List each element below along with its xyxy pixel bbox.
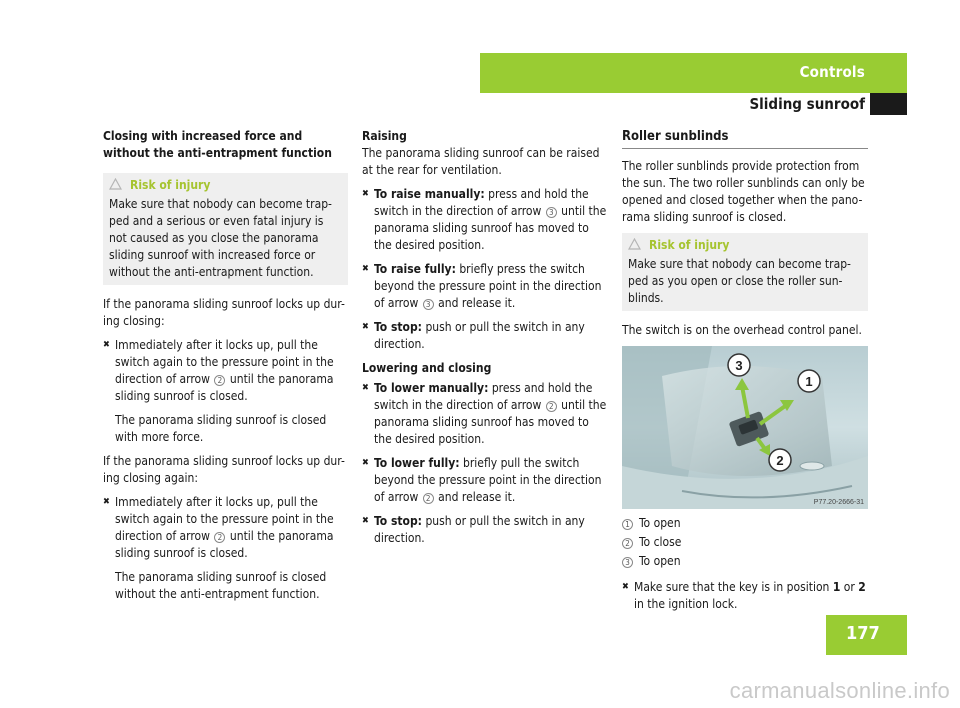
- svg-text:2: 2: [776, 453, 784, 468]
- warning-title: [109, 177, 342, 194]
- paragraph: The roller sunblinds provide protection from the sun. The two roller sunblinds can only be opened and closed together when the pano-rama sliding sunroof is closed.: [622, 159, 865, 224]
- step-item: [622, 579, 868, 613]
- step-item: [103, 494, 348, 562]
- chapter-tab: [480, 53, 907, 93]
- step-item: [362, 186, 608, 254]
- column-left: [103, 128, 348, 610]
- callout-number: 2: [214, 375, 225, 386]
- svg-text:3: 3: [735, 358, 743, 373]
- warning-box: [103, 173, 348, 285]
- step-label: To stop:: [374, 514, 422, 528]
- step-text: push or pull the switch in any direction.: [374, 320, 585, 351]
- step-text: until the panorama sliding sunroof is closed.: [115, 372, 334, 403]
- section-title: Sliding sunroof: [749, 95, 865, 113]
- warning-title-text: Risk of injury: [649, 238, 730, 252]
- step-text: briefly pull the switch beyond the pressure point in the direction of arrow: [374, 456, 602, 504]
- callout-number: 3: [546, 207, 557, 218]
- step-item: [103, 337, 348, 405]
- step-text: briefly press the switch beyond the pressure point in the direction of arrow: [374, 262, 602, 310]
- key-position: 1: [832, 580, 841, 594]
- step-note: The panorama sliding sunroof is closed with more force.: [115, 413, 327, 444]
- callout-number: 2: [423, 493, 434, 504]
- step-item: [362, 513, 608, 547]
- svg-text:1: 1: [805, 374, 813, 389]
- callout-number: 3: [423, 299, 434, 310]
- step-arrow-icon: ✖: [362, 516, 369, 526]
- paragraph: The switch is on the overhead control panel.: [622, 323, 862, 337]
- callout-2: [769, 449, 791, 471]
- closing-heading: Closing with increased force and without the anti-entrapment function: [103, 129, 332, 160]
- warning-text: Make sure that nobody can become trap-ped as you open or close the roller sun-blinds.: [628, 257, 851, 305]
- callout-3: [728, 354, 750, 376]
- overhead-panel-image: [622, 346, 868, 509]
- legend-item: [622, 534, 868, 551]
- step-arrow-icon: ✖: [103, 497, 110, 507]
- warning-triangle-icon: [628, 238, 641, 250]
- overhead-panel-photo: [622, 346, 868, 509]
- step-text: and release it.: [438, 490, 516, 504]
- legend-text: To close: [639, 535, 682, 549]
- step-text: Make sure that the key is in position: [634, 580, 830, 594]
- step-text: in the ignition lock.: [634, 597, 738, 611]
- callout-number: 2: [546, 401, 557, 412]
- step-item: [362, 380, 608, 448]
- paragraph: If the panorama sliding sunroof locks up dur-ing closing again:: [103, 454, 345, 485]
- step-arrow-icon: ✖: [362, 322, 369, 332]
- raising-heading: Raising: [362, 129, 407, 143]
- section-marker: [870, 93, 907, 115]
- warning-title: [628, 237, 862, 254]
- step-arrow-icon: ✖: [622, 582, 629, 592]
- step-text: until the panorama sliding sunroof is closed.: [115, 529, 334, 560]
- paragraph: If the panorama sliding sunroof locks up dur-ing closing:: [103, 297, 345, 328]
- step-item: [362, 261, 608, 312]
- step-label: To lower manually:: [374, 381, 489, 395]
- step-item: [362, 319, 608, 353]
- warning-text: Make sure that nobody can become trap-ped and a serious or even fatal injury is not caused as you close the panorama sliding sunroof with increased force or without the anti-entrapment function.: [109, 197, 332, 279]
- step-label: To lower fully:: [374, 456, 460, 470]
- paragraph: The panorama sliding sunroof can be raised at the rear for ventilation.: [362, 146, 600, 177]
- legend-text: To open: [639, 554, 681, 568]
- step-label: To stop:: [374, 320, 422, 334]
- step-text: press and hold the switch in the direction of arrow: [374, 381, 593, 412]
- roller-sunblinds-heading: Roller sunblinds: [622, 128, 868, 149]
- callout-1: [798, 370, 820, 392]
- callout-number: 2: [214, 532, 225, 543]
- step-arrow-icon: ✖: [362, 383, 369, 393]
- step-text: push or pull the switch in any direction.: [374, 514, 585, 545]
- photo-code: P77.20-2666-31: [813, 499, 864, 506]
- step-label: To raise manually:: [374, 187, 485, 201]
- chapter-label: Controls: [799, 63, 865, 81]
- step-arrow-icon: ✖: [103, 340, 110, 350]
- page-number-box: [826, 615, 907, 655]
- column-middle: [362, 128, 608, 554]
- step-text: Immediately after it locks up, pull the switch again to the pressure point in the direction of arrow: [115, 495, 334, 543]
- step-text: press and hold the switch in the direction of arrow: [374, 187, 589, 218]
- column-right: [622, 128, 868, 620]
- step-text: Immediately after it locks up, pull the switch again to the pressure point in the direction of arrow: [115, 338, 334, 386]
- step-text: or: [843, 580, 855, 594]
- step-label: To raise fully:: [374, 262, 456, 276]
- key-position: 2: [858, 580, 866, 594]
- callout-number: 3: [622, 557, 633, 568]
- step-arrow-icon: ✖: [362, 458, 369, 468]
- callout-number: 2: [622, 538, 633, 549]
- watermark: carmanualsonline.info: [729, 678, 950, 703]
- step-text: until the panorama sliding sunroof has moved to the desired position.: [374, 204, 607, 252]
- step-arrow-icon: ✖: [362, 264, 369, 274]
- warning-title-text: Risk of injury: [130, 178, 211, 192]
- step-text: until the panorama sliding sunroof has moved to the desired position.: [374, 398, 607, 446]
- warning-box: [622, 233, 868, 311]
- legend-item: [622, 553, 868, 570]
- callout-number: 1: [622, 519, 633, 530]
- page-number: 177: [846, 623, 880, 644]
- legend-text: To open: [639, 516, 681, 530]
- lowering-heading: Lowering and closing: [362, 361, 492, 375]
- legend-item: [622, 515, 868, 532]
- step-arrow-icon: ✖: [362, 189, 369, 199]
- step-text: and release it.: [438, 296, 516, 310]
- step-item: [362, 455, 608, 506]
- warning-triangle-icon: [109, 178, 122, 190]
- step-note: The panorama sliding sunroof is closed without the anti-entrapment function.: [115, 570, 327, 601]
